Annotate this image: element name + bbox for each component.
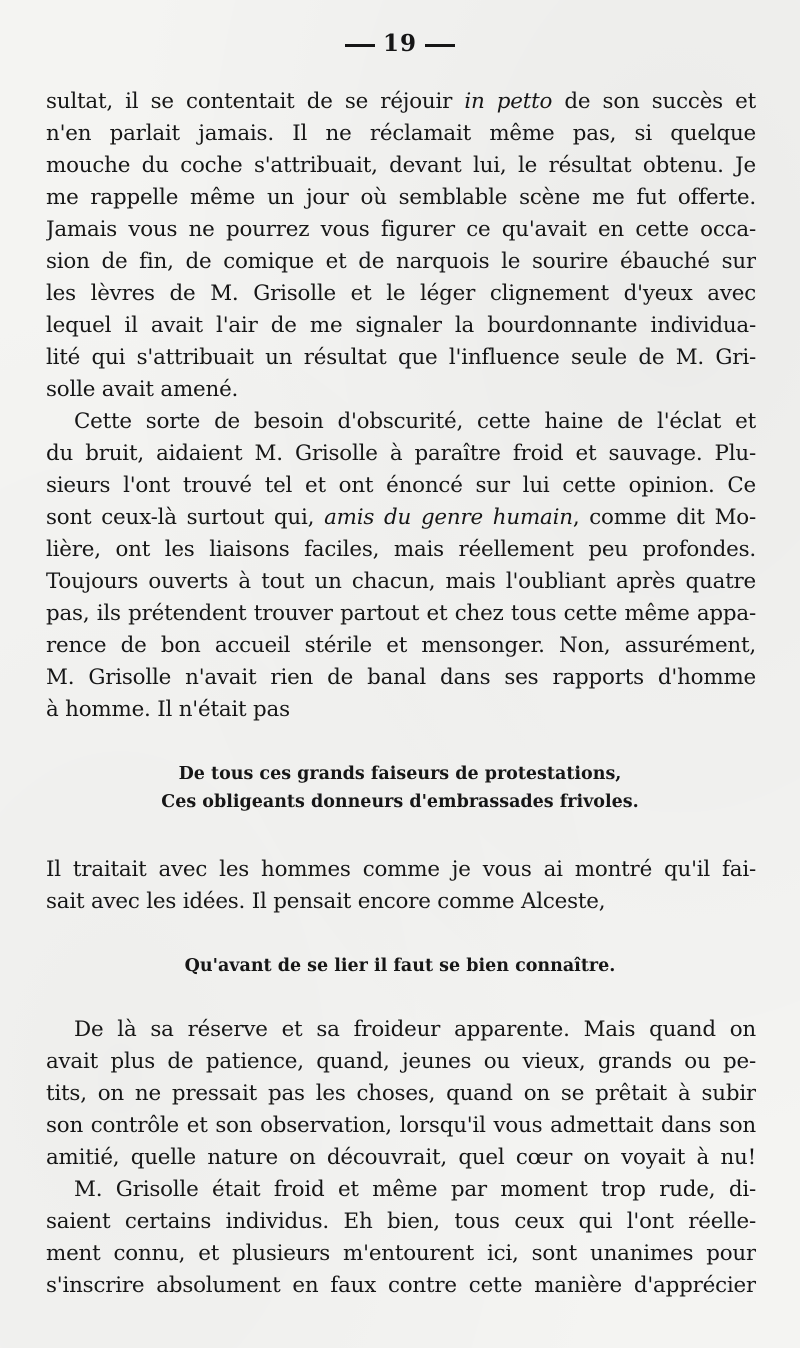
text-line: Toujours ouverts à tout un chacun, mais l'oubliant après quatre (46, 569, 756, 594)
text-line: sait avec les idées. Il pensait encore comme Alceste, (46, 889, 606, 914)
folio-dash-left (345, 44, 375, 47)
text-line: rence de bon accueil stérile et mensonger. Non, assurément, (46, 633, 756, 658)
paragraph-2 (46, 406, 756, 726)
text-line: ment connu, et plusieurs m'entourent ici, sont unanimes pour (46, 1241, 756, 1266)
text-line: pas, ils prétendent trouver partout et chez tous cette même appa- (46, 601, 756, 626)
page-number (0, 30, 800, 57)
text-line: à homme. Il n'était pas (46, 697, 290, 722)
text-line: Cette sorte de besoin d'obscurité, cette haine de l'éclat et (74, 409, 756, 434)
text-line-segment: , comme dit Mo- (572, 505, 756, 530)
verse-quote-2 (0, 952, 800, 980)
page-number-text: 19 (382, 30, 417, 57)
paragraph-4 (46, 1014, 756, 1302)
italic-phrase: amis du genre humain (324, 505, 573, 530)
paragraph-3 (46, 854, 756, 918)
text-line: me rappelle même un jour où semblable scène me fut offerte. (46, 185, 756, 210)
text-line: saient certains individus. Eh bien, tous ceux qui l'ont réelle- (46, 1209, 756, 1234)
text-line: De là sa réserve et sa froideur apparente. Mais quand on (74, 1017, 756, 1042)
text-line: son contrôle et son observation, lorsqu'il vous admettait dans son (46, 1113, 756, 1138)
text-line: tits, on ne pressait pas les choses, quand on se prêtait à subir (46, 1081, 756, 1106)
text-line: Il traitait avec les hommes comme je vous ai montré qu'il fai- (46, 857, 756, 882)
verse-line: Ces obligeants donneurs d'embrassades frivoles. (161, 792, 639, 812)
text-line: sieurs l'ont trouvé tel et ont énoncé sur lui cette opinion. Ce (46, 473, 756, 498)
text-line-segment: de son succès et (552, 89, 756, 114)
text-line: s'inscrire absolument en faux contre cette manière d'apprécier (46, 1273, 756, 1298)
text-line (46, 502, 756, 534)
text-line: avait plus de patience, quand, jeunes ou vieux, grands ou pe- (46, 1049, 756, 1074)
text-line: lière, ont les liaisons faciles, mais réellement peu profondes. (46, 537, 756, 562)
text-line-segment: sultat, il se contentait de se réjouir (46, 89, 465, 114)
text-line: M. Grisolle était froid et même par moment trop rude, di- (74, 1177, 756, 1202)
text-line: Jamais vous ne pourrez vous figurer ce qu'avait en cette occa- (46, 217, 756, 242)
text-line: n'en parlait jamais. Il ne réclamait même pas, si quelque (46, 121, 756, 146)
folio-dash-right (425, 44, 455, 47)
text-line: du bruit, aidaient M. Grisolle à paraître froid et sauvage. Plu- (46, 441, 756, 466)
italic-phrase: in petto (464, 89, 553, 114)
verse-line: De tous ces grands faiseurs de protestations, (178, 764, 622, 784)
text-line-segment: sont ceux-là surtout qui, (46, 505, 325, 530)
text-line: lequel il avait l'air de me signaler la bourdonnante individua- (46, 313, 756, 338)
text-line: mouche du coche s'attribuait, devant lui, le résultat obtenu. Je (46, 153, 756, 178)
text-line: sion de fin, de comique et de narquois le sourire ébauché sur (46, 249, 756, 274)
text-line: les lèvres de M. Grisolle et le léger clignement d'yeux avec (46, 281, 756, 306)
verse-quote-1 (0, 760, 800, 816)
text-line: amitié, quelle nature on découvrait, quel cœur on voyait à nu! (46, 1145, 756, 1170)
text-line: lité qui s'attribuait un résultat que l'influence seule de M. Gri- (46, 345, 756, 370)
verse-line: Qu'avant de se lier il faut se bien connaître. (184, 956, 616, 976)
text-line: M. Grisolle n'avait rien de banal dans ses rapports d'homme (46, 665, 756, 690)
text-line: solle avait amené. (46, 377, 239, 402)
paragraph-1 (46, 86, 756, 406)
text-line (46, 86, 756, 118)
